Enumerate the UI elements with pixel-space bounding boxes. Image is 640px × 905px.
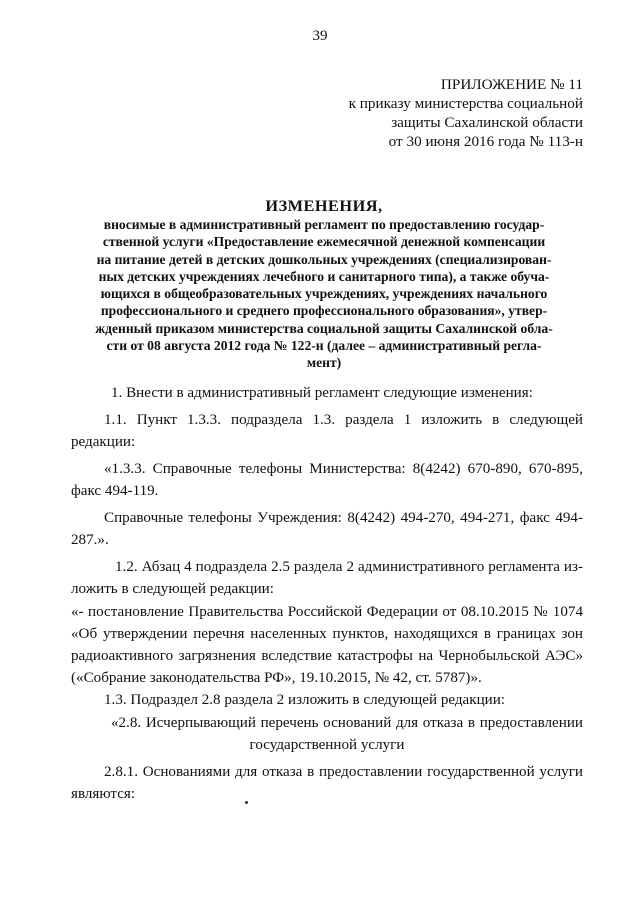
paragraph-line: «- постановление Правительства Российской Федерации от 08.10.2015 № 1074 [71,604,583,620]
paragraph-line: 287.». [71,532,109,548]
appendix-title: ПРИЛОЖЕНИЕ № 11 [440,76,583,93]
title-line: сти от 08 августа 2012 года № 122-н (далее – административный регла- [106,338,542,354]
paragraph-line: факс 494-119. [71,483,159,499]
title-line: мент) [306,355,342,371]
title-line: жденный приказом министерства социальной защиты Сахалинской обла- [95,320,553,336]
paragraph-line: «1.3.3. Справочные телефоны Министерства: 8(4242) 670-890, 670-895, [104,461,583,477]
title-line: ных детских учреждениях лечебного и санитарного типа), а также обуча- [98,268,550,284]
document-title [64,196,584,372]
scan-speck [245,801,248,804]
title-line: на питание детей в детских дошкольных учреждениях (специализирован- [96,251,552,267]
page-number: 39 [312,28,328,44]
paragraph-line: являются: [71,786,136,802]
title-description [64,216,584,372]
title-heading: ИЗМЕНЕНИЯ, [265,196,383,215]
section-heading: «2.8. Исчерпывающий перечень оснований для отказа в предоставлении [111,715,583,731]
appendix-line: к приказу министерства социальной [348,95,583,112]
paragraph-line: ложить в следующей редакции: [71,581,274,597]
paragraph-line: 1.2. Абзац 4 подраздела 2.5 раздела 2 административного регламента из- [115,559,583,575]
paragraph-line: редакции: [71,434,136,450]
appendix-block [300,75,583,151]
paragraph-line: Справочные телефоны Учреждения: 8(4242) 494-270, 494-271, факс 494- [104,510,583,526]
paragraph-line: 2.8.1. Основаниями для отказа в предоставлении государственной услуги [104,764,583,780]
paragraph-line: 1.1. Пункт 1.3.3. подраздела 1.3. раздела 1 изложить в следующей [104,412,583,428]
title-line: профессионального и среднего профессионального образования», утвер- [100,303,548,319]
title-line: ющихся в общеобразовательных учреждениях, учреждениях начального [100,286,548,302]
title-line: ственной услуги «Предоставление ежемесячной денежной компенсации [102,234,546,250]
title-line: вносимые в административный регламент по предоставлению государ- [103,217,545,232]
paragraph-line: радиоактивного загрязнения вследствие катастрофы на Чернобыльской АЭС» [71,648,583,664]
paragraph-line: 1.3. Подраздел 2.8 раздела 2 изложить в следующей редакции: [104,692,506,708]
paragraph-line: («Собрание законодательства РФ», 19.10.2015, № 42, ст. 5787)». [71,670,482,686]
appendix-line: защиты Сахалинской области [391,114,583,131]
paragraph-line: «Об утверждении перечня населенных пунктов, находящихся в границах зон [71,626,583,642]
paragraph-line: 1. Внести в административный регламент следующие изменения: [111,385,533,401]
section-heading: государственной услуги [249,737,405,753]
appendix-line: от 30 июня 2016 года № 113-н [388,133,583,150]
